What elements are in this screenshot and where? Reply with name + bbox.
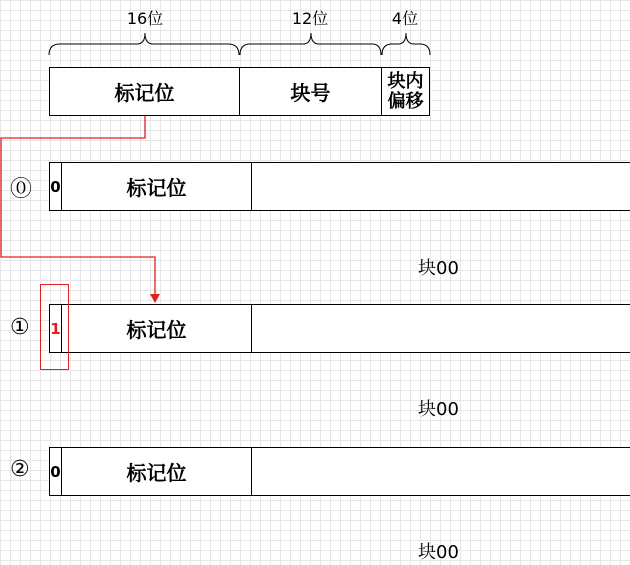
- block-label-1: 块00: [418, 399, 459, 420]
- valid-bit-2: 0: [49, 447, 62, 496]
- line-index-2: ②: [10, 457, 30, 482]
- line-index-1: ①: [10, 315, 30, 340]
- brace-block: [240, 33, 381, 55]
- bits-label-offset: 4位: [391, 9, 419, 28]
- valid-bit-0: 0: [49, 162, 62, 211]
- tag-field-0: 标记位: [61, 162, 252, 211]
- address-field-tag: 标记位: [49, 67, 240, 116]
- data-block-0: [251, 162, 630, 211]
- line-index-0: ⓪: [10, 177, 33, 202]
- valid-bit-1: 1: [49, 304, 62, 353]
- bits-label-tag: 16位: [126, 9, 164, 28]
- tag-field-1: 标记位: [61, 304, 252, 353]
- block-label-2: 块00: [418, 542, 459, 563]
- bits-label-block: 12位: [291, 9, 329, 28]
- address-field-offset: [381, 67, 430, 116]
- block-label-0: 块00: [418, 258, 459, 279]
- red-arrowhead: [150, 294, 160, 303]
- brace-tag: [49, 33, 239, 55]
- address-field-offset-text: 块内偏移: [387, 70, 424, 112]
- valid-bit-highlight: [40, 284, 69, 370]
- tag-field-2: 标记位: [61, 447, 252, 496]
- brace-offset: [382, 33, 430, 55]
- data-block-1: [251, 304, 630, 353]
- address-field-block: 块号: [239, 67, 382, 116]
- data-block-2: [251, 447, 630, 496]
